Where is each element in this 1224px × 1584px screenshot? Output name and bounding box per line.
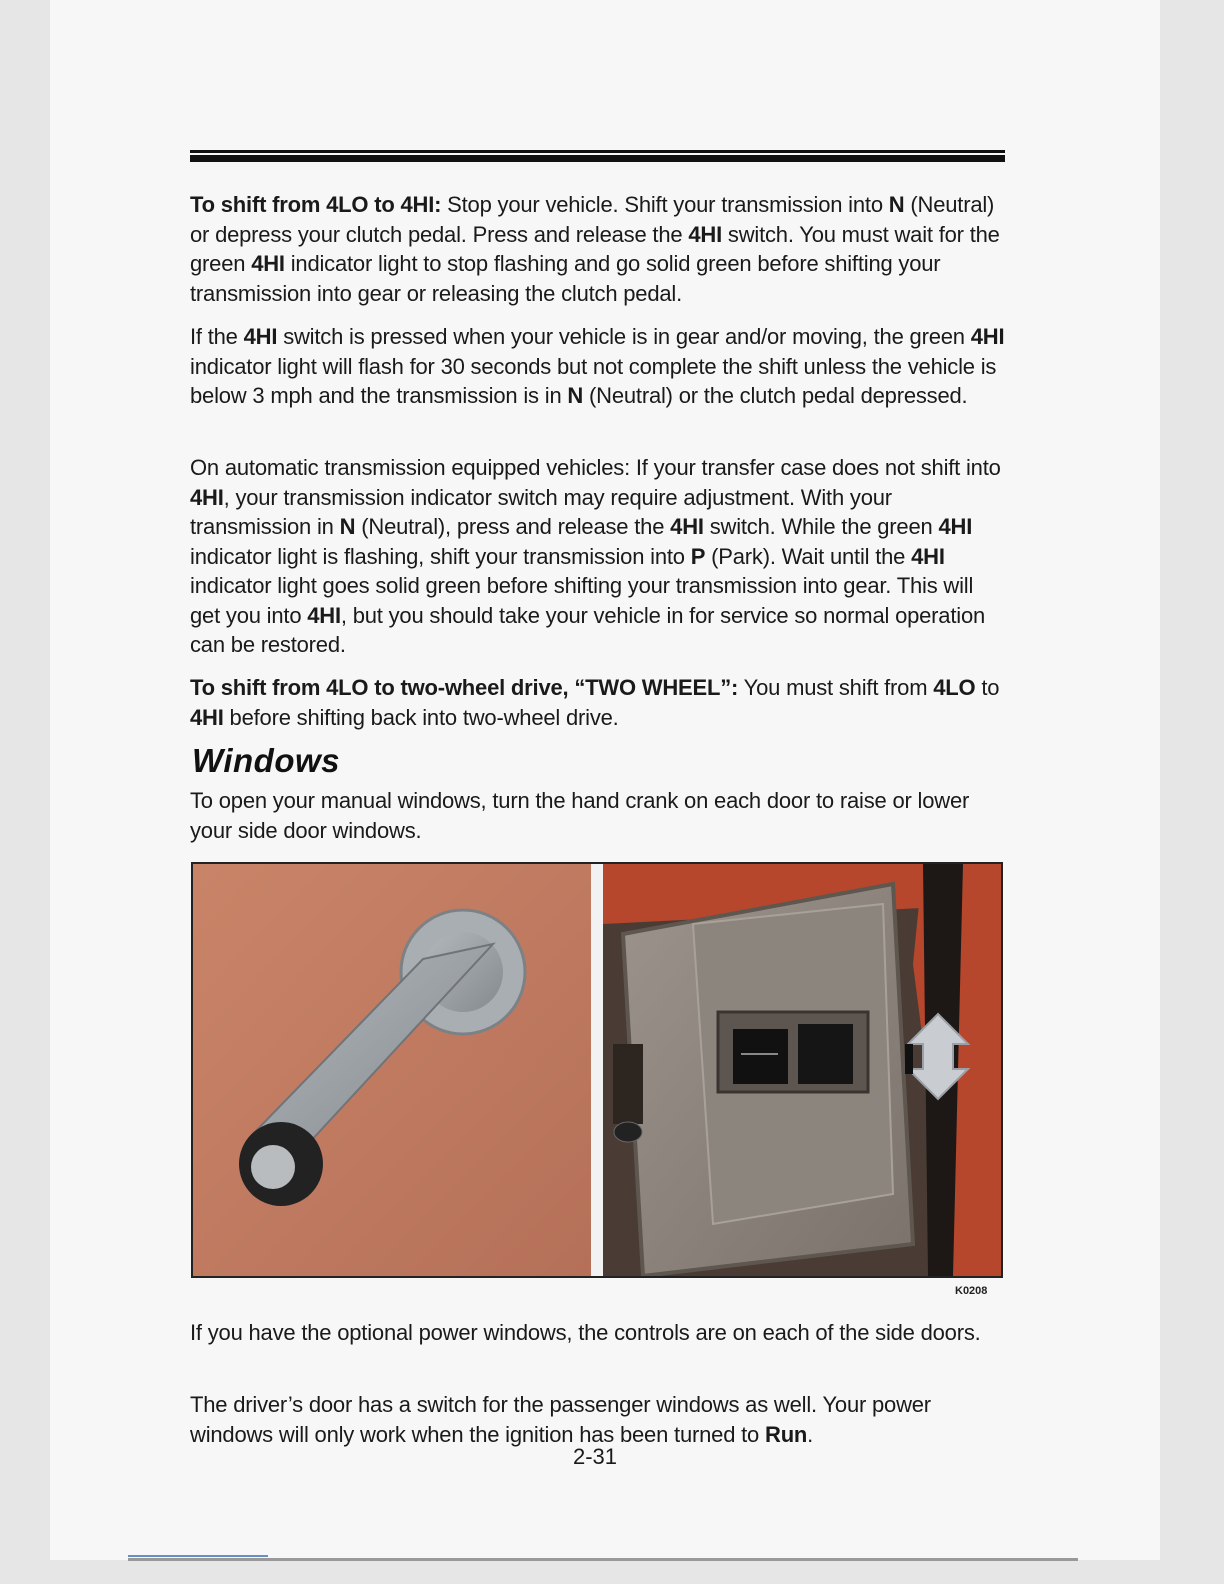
paragraph-manual-windows: To open your manual windows, turn the hand crank on each door to raise or lower your side door windows. [190,788,970,843]
paragraph-driver-door-switch: The driver’s door has a switch for the passenger windows as well. Your power windows will only work when the ignition has been turned to Run. [190,1392,931,1447]
figure-divider [591,864,603,1276]
paragraph-shift-4lo-to-4hi: To shift from 4LO to 4HI: Stop your vehicle. Shift your transmission into N (Neutral) or depress your clutch pedal. Press and release the 4HI switch. You must wait for the green 4HI indicator light to stop flashing and go solid green before shifting your transmission into gear or releasing the clutch pedal. [190,192,1000,306]
door-panel-left [193,864,593,1276]
paragraph-4hi-while-moving: If the 4HI switch is pressed when your vehicle is in gear and/or moving, the green 4HI indicator light will flash for 30 seconds but not complete the shift unless the vehicle is below 3 mph and the transmission is in N (Neutral) or the clutch pedal depressed. [190,324,1005,408]
window-controls-figure [191,862,1003,1278]
figure-illustration [193,864,1001,1276]
bottom-rule [128,1558,1078,1561]
paragraph-power-windows: If you have the optional power windows, the controls are on each of the side doors. [190,1320,981,1345]
power-window-switch-left [733,1029,788,1084]
bottom-rule-accent [128,1555,268,1557]
figure-code: K0208 [955,1285,988,1297]
section-heading-windows: Windows [192,742,341,779]
paragraph-shift-to-two-wheel: To shift from 4LO to two-wheel drive, “TWO WHEEL”: You must shift from 4LO to 4HI before shifting back into two-wheel drive. [190,675,1000,730]
top-rule [190,150,1005,162]
page-number: 2-31 [572,1444,618,1469]
power-window-switch-right [798,1024,853,1084]
paragraph-automatic-transmission: On automatic transmission equipped vehicles: If your transfer case does not shift into 4HI, your transmission indicator switch may require adjustment. With your transmission in N (Neutral), press and release the 4HI switch. While the green 4HI indicator light is flashing, shift your transmission into P (Park). Wait until the 4HI indicator light goes solid green before shifting your transmission into gear. This will get you into 4HI, but you should take your vehicle in for service so normal operation can be restored. [190,455,1001,657]
